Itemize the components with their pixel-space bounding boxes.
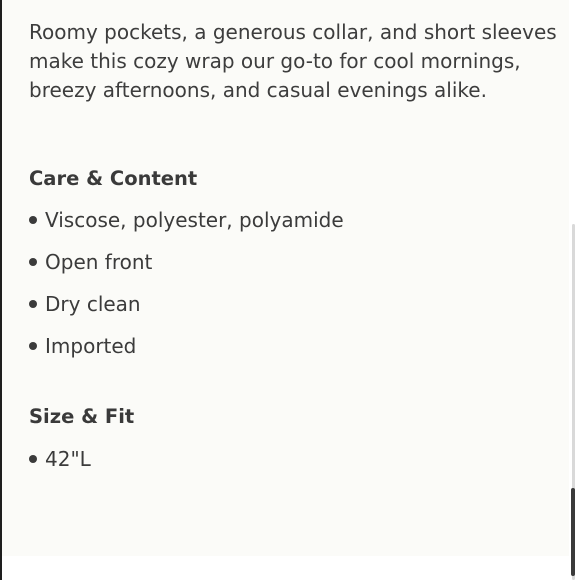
scrollbar-thumb[interactable] xyxy=(571,488,575,576)
bullet-dot-icon xyxy=(29,216,37,224)
care-content-title: Care & Content xyxy=(29,167,198,190)
list-item xyxy=(29,332,344,374)
list-item-text: Viscose, polyester, polyamide xyxy=(45,208,344,232)
bullet-dot-icon xyxy=(29,455,37,463)
list-item-text: Dry clean xyxy=(45,292,141,316)
list-item-text: Open front xyxy=(45,250,153,274)
bullet-dot-icon xyxy=(29,258,37,266)
list-item xyxy=(29,290,344,332)
bullet-dot-icon xyxy=(29,342,37,350)
list-item xyxy=(29,248,344,290)
list-item xyxy=(29,206,344,248)
bullet-dot-icon xyxy=(29,300,37,308)
size-fit-title: Size & Fit xyxy=(29,405,135,428)
size-fit-list xyxy=(29,445,91,487)
list-item-text: 42"L xyxy=(45,447,91,471)
product-description: Roomy pockets, a generous collar, and short sleeves make this cozy wrap our go-to for cool mornings, breezy afternoons, and casual evenings alike. xyxy=(29,20,557,102)
list-item xyxy=(29,445,91,487)
list-item-text: Imported xyxy=(45,334,137,358)
care-content-list xyxy=(29,206,344,374)
